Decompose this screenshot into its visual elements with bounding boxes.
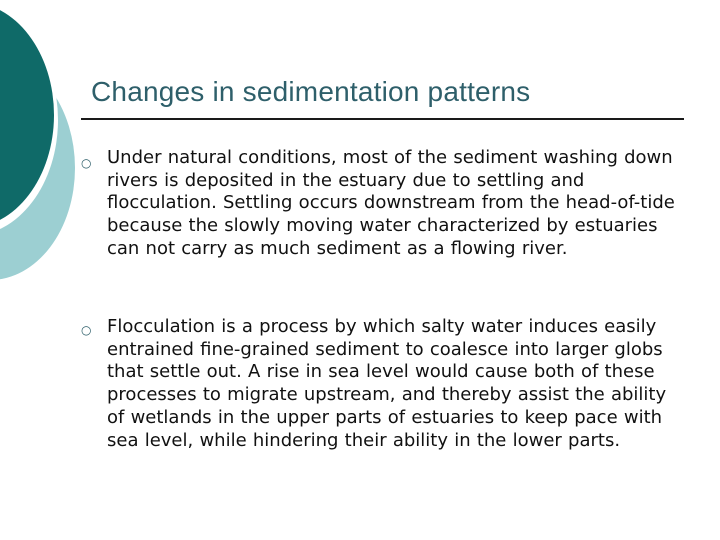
bullet-text-settling: Under natural conditions, most of the sediment washing down rivers is deposited in the estuary due to settling and flocculation. Settling occurs downstream from the head-of-tide because the slowly moving water characterized by estuaries can not carry as much sediment as a flowing river.: [107, 147, 675, 259]
white-circle: [0, 4, 58, 236]
slide-title: Changes in sedimentation patterns: [91, 76, 531, 107]
bullet-marker: ○: [81, 323, 92, 337]
light-teal-circle: [0, 56, 75, 280]
title-underline: [81, 118, 684, 120]
dark-teal-circle: [0, 2, 54, 228]
bullet-text-flocculation: Flocculation is a process by which salty water induces easily entrained fine-grained sediment to coalesce into larger globs that settle out. A rise in sea level would cause both of these processes to migrate upstream, and thereby assist the ability of wetlands in the upper parts of estuaries to keep pace with sea level, while hindering their ability in the lower parts.: [107, 316, 667, 451]
bullet-marker: ○: [81, 156, 92, 170]
